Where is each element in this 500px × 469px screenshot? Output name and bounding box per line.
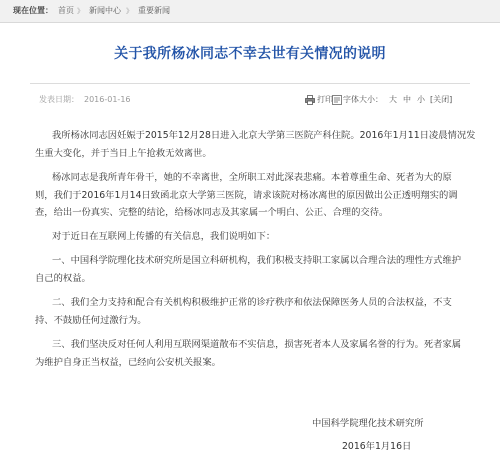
article-paragraph-line: 我所杨冰同志因妊娠于2015年12月28日进入北京大学第三医院产科住院。2016年1月11日凌晨情况发 bbox=[52, 130, 476, 141]
publish-date-label: 发表日期： bbox=[39, 95, 79, 104]
article-paragraph-line: 自己的权益。 bbox=[35, 273, 91, 284]
article-paragraph-line: 一、中国科学院理化技术研究所是国立科研机构，我们积极支持职工家属以合理合法的理性方式维护 bbox=[52, 255, 462, 266]
font-size-medium-button[interactable]: 中 bbox=[403, 95, 411, 104]
article-paragraph-line: 查，给出一份真实、完整的结论，给杨冰同志及其家属一个明白、公正、合理的交待。 bbox=[35, 207, 389, 218]
article-paragraph-line: 为维护自身正当权益，已经向公安机关报案。 bbox=[35, 357, 221, 368]
title-divider bbox=[30, 83, 470, 84]
font-size-large-button[interactable]: 大 bbox=[389, 95, 397, 104]
article-paragraph-line: 杨冰同志是我所青年骨干，她的不幸离世，全所职工对此深表悲痛。本着尊重生命、死者为大的原 bbox=[52, 172, 452, 183]
page-title: 关于我所杨冰同志不幸去世有关情况的说明 bbox=[114, 46, 386, 62]
breadcrumb-separator: 》 bbox=[126, 7, 133, 15]
signature-date: 2016年1月16日 bbox=[342, 441, 412, 452]
breadcrumb-home-link[interactable]: 首页 bbox=[58, 6, 74, 15]
print-link[interactable]: 打印 bbox=[317, 95, 333, 104]
breadcrumb-label: 现在位置： bbox=[13, 6, 53, 15]
close-link[interactable]: [关闭] bbox=[430, 95, 453, 104]
article-paragraph-line: 二、我们全力支持和配合有关机构积极维护正常的诊疗秩序和依法保障医务人员的合法权益，不支 bbox=[52, 297, 452, 308]
breadcrumb-news-center-link[interactable]: 新闻中心 bbox=[89, 6, 121, 15]
article-paragraph-line: 持、不鼓励任何过激行为。 bbox=[35, 315, 147, 326]
breadcrumb-separator: 》 bbox=[77, 7, 84, 15]
breadcrumb bbox=[0, 0, 500, 23]
article-paragraph-line: 生重大变化，并于当日上午抢救无效离世。 bbox=[35, 148, 212, 159]
font-size-small-button[interactable]: 小 bbox=[417, 95, 425, 104]
signature-organization: 中国科学院理化技术研究所 bbox=[312, 418, 424, 429]
font-size-icon bbox=[332, 95, 342, 105]
article-paragraph-line: 对于近日在互联网上传播的有关信息，我们说明如下： bbox=[52, 231, 276, 242]
article-meta bbox=[0, 93, 500, 107]
article-paragraph-line: 三、我们坚决反对任何人利用互联网渠道散布不实信息，损害死者本人及家属名誉的行为。死者家属 bbox=[52, 339, 462, 350]
printer-icon[interactable] bbox=[305, 95, 315, 105]
article-paragraph-line: 则，我们于2016年1月14日致函北京大学第三医院，请求该院对杨冰离世的原因做出公正透明翔实的调 bbox=[35, 190, 458, 201]
publish-date: 2016-01-16 bbox=[84, 95, 131, 104]
breadcrumb-important-news-link[interactable]: 重要新闻 bbox=[138, 6, 170, 15]
font-size-label: 字体大小： bbox=[343, 95, 383, 104]
